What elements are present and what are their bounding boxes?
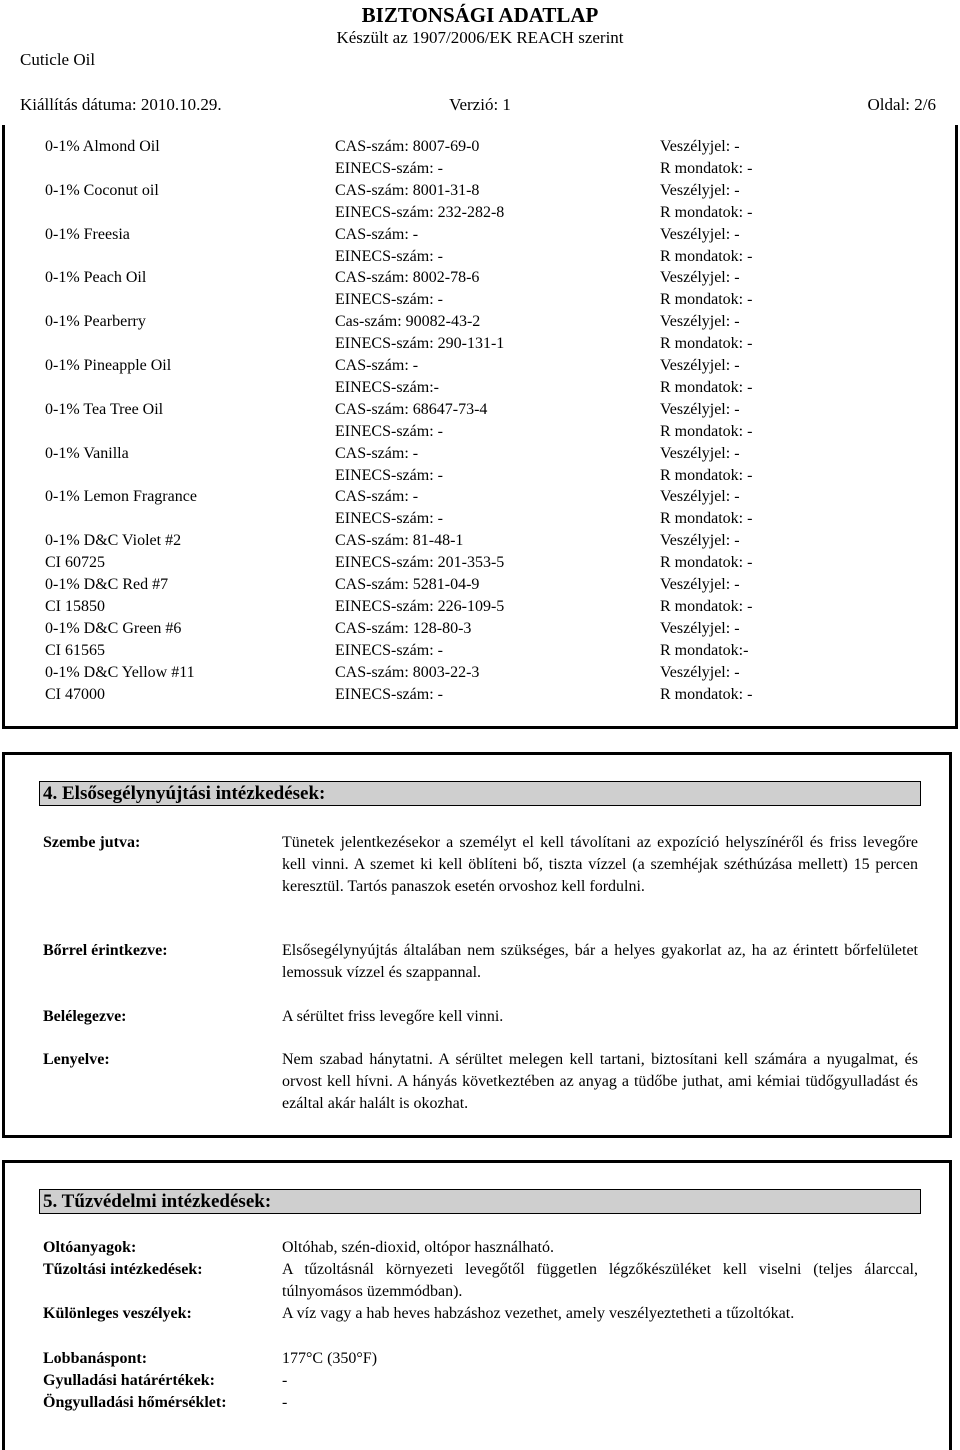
ingredient-identifier: CAS-szám: - (335, 488, 419, 506)
ingredient-hazard: R mondatok: - (660, 510, 753, 528)
ingredient-hazard: R mondatok: - (660, 247, 753, 265)
ingredient-name: 0-1% Vanilla (45, 444, 129, 462)
ingredient-identifier: CAS-szám: 81-48-1 (335, 532, 464, 550)
skin-contact-text: Elsősegélynyújtás általában nem szükséges, bár a helyes gyakorlat az, ha az érintett bőrfelületet lemossuk vízzel és szappannal. (282, 942, 918, 981)
inhalation-label: Belélegezve: (43, 1008, 127, 1025)
autoignition-temperature-value: - (282, 1394, 288, 1411)
ingredient-hazard: R mondatok: - (660, 466, 753, 484)
ingredient-hazard: R mondatok: - (660, 335, 753, 353)
ingredient-hazard: R mondatok: - (660, 203, 753, 221)
ingredient-identifier: EINECS-szám: - (335, 291, 443, 309)
ingredient-identifier: EINECS-szám: - (335, 685, 443, 703)
ingredient-hazard: Veszélyjel: - (660, 444, 740, 462)
ingredient-hazard: Veszélyjel: - (660, 400, 740, 418)
ingredient-hazard: R mondatok: - (660, 422, 753, 440)
table-row (5, 596, 955, 618)
ingredient-hazard: R mondatok: - (660, 378, 753, 396)
table-row (5, 399, 955, 421)
table-row (5, 355, 955, 377)
table-row (5, 574, 955, 596)
table-row (5, 508, 955, 530)
ingredient-identifier: CAS-szám: 128-80-3 (335, 619, 472, 637)
ingredient-name: 0-1% D&C Yellow #11 (45, 663, 195, 681)
ingredient-identifier: Cas-szám: 90082-43-2 (335, 313, 481, 331)
table-row (5, 246, 955, 268)
eye-contact-text: Tünetek jelentkezésekor a személyt el kell távolítani az expozíció helyszínéről és friss levegőre kell vinni. A szemet ki kell öblíteni bő, tiszta vízzel (a szemhéjak széthúzása mellett) 15 percen keresztül. Tartós panaszok esetén orvoshoz kell fordulni. (282, 834, 918, 895)
ingredient-identifier: EINECS-szám: - (335, 510, 443, 528)
product-name: Cuticle Oil (20, 50, 96, 69)
ingredient-identifier: CAS-szám: 8001-31-8 (335, 181, 480, 199)
table-row (5, 443, 955, 465)
special-hazards-label: Különleges veszélyek: (43, 1305, 192, 1322)
document-title: BIZTONSÁGI ADATLAP (361, 3, 599, 27)
table-row (5, 158, 955, 180)
ingestion-label: Lenyelve: (43, 1051, 110, 1068)
section-heading (39, 1189, 921, 1214)
table-row (5, 267, 955, 289)
ingredient-hazard: Veszélyjel: - (660, 313, 740, 331)
ingredient-name: 0-1% Freesia (45, 225, 130, 243)
ingredient-name: CI 61565 (45, 641, 105, 659)
table-row (5, 486, 955, 508)
table-row (5, 311, 955, 333)
eye-contact-label: Szembe jutva: (43, 834, 141, 851)
ingredient-hazard: R mondatok: - (660, 597, 753, 615)
ingredient-hazard: Veszélyjel: - (660, 357, 740, 374)
ingredient-name: CI 47000 (45, 685, 105, 703)
ingredient-hazard: Veszélyjel: - (660, 225, 740, 243)
ingredient-identifier: CAS-szám: 8002-78-6 (335, 269, 480, 287)
flash-point-value: 177°C (350°F) (282, 1350, 378, 1367)
table-row (5, 662, 955, 684)
ingredient-hazard: R mondatok: - (660, 554, 753, 572)
section-heading (39, 781, 921, 806)
ingredient-identifier: EINECS-szám: 201-353-5 (335, 554, 505, 572)
ingredient-name: 0-1% Pearberry (45, 313, 146, 331)
table-row (5, 377, 955, 399)
ingredient-identifier: CAS-szám: 68647-73-4 (335, 400, 488, 418)
ingredient-hazard: Veszélyjel: - (660, 181, 740, 199)
ingredient-identifier: CAS-szám: 8003-22-3 (335, 663, 480, 681)
table-row (5, 421, 955, 443)
table-row (5, 202, 955, 224)
table-row (5, 136, 955, 158)
ingredient-identifier: EINECS-szám: - (335, 641, 443, 659)
ingredient-hazard: Veszélyjel: - (660, 576, 740, 593)
ingredient-hazard: Veszélyjel: - (660, 269, 740, 287)
ingredient-name: 0-1% D&C Violet #2 (45, 532, 182, 550)
ignition-limits-label: Gyulladási határértékek: (43, 1372, 215, 1389)
ingredient-name: 0-1% D&C Green #6 (45, 619, 182, 637)
section-first-aid (2, 752, 952, 1138)
ingredient-name: 0-1% Coconut oil (45, 181, 159, 199)
section-title: 4. Elsősegélynyújtási intézkedések: (43, 783, 326, 804)
ingredient-hazard: Veszélyjel: - (660, 619, 740, 637)
ingredient-hazard: Veszélyjel: - (660, 532, 740, 550)
flash-point-label: Lobbanáspont: (43, 1350, 148, 1367)
ingredient-identifier: EINECS-szám: 232-282-8 (335, 203, 505, 221)
ingredient-identifier: EINECS-szám: 290-131-1 (335, 335, 505, 353)
inhalation-text: A sérültet friss levegőre kell vinni. (282, 1008, 504, 1025)
ingredient-hazard: R mondatok: - (660, 685, 753, 703)
ingredient-identifier: EINECS-szám: - (335, 247, 443, 265)
ingredient-name: 0-1% Tea Tree Oil (45, 400, 164, 418)
ingredient-hazard: R mondatok:- (660, 641, 749, 659)
ingestion-text: Nem szabad hánytatni. A sérültet melegen kell tartani, biztosítani kell számára a nyugalmat, és orvost kell hívni. A hányás következtében az anyag a tüdőbe juthat, ami kémiai tüdőgyulladást és ezáltal akár halált is okozhat. (282, 1051, 918, 1112)
ingredient-name: CI 60725 (45, 554, 105, 572)
page-number: Oldal: 2/6 (867, 95, 936, 114)
ingredient-name: 0-1% Lemon Fragrance (45, 488, 197, 506)
ingredient-identifier: EINECS-szám: - (335, 159, 443, 177)
special-hazards-text: A víz vagy a hab heves habzáshoz vezethet, amely veszélyeztetheti a tűzoltókat. (282, 1305, 795, 1322)
ingredient-identifier: CAS-szám: - (335, 357, 419, 374)
table-row (5, 618, 955, 640)
table-row (5, 224, 955, 246)
ingredient-name: 0-1% Peach Oil (45, 269, 147, 287)
ingredient-hazard: Veszélyjel: - (660, 488, 740, 506)
extinguishing-media-text: Oltóhab, szén-dioxid, oltópor használható. (282, 1239, 554, 1256)
issue-date: Kiállítás dátuma: 2010.10.29. (20, 95, 222, 114)
ingredient-name: 0-1% D&C Red #7 (45, 576, 169, 593)
table-row (5, 530, 955, 552)
table-row (5, 684, 955, 706)
ingredient-identifier: CAS-szám: - (335, 225, 419, 243)
table-row (5, 180, 955, 202)
ingredient-hazard: R mondatok: - (660, 291, 753, 309)
section-fire-fighting (2, 1160, 952, 1450)
extinguishing-media-label: Oltóanyagok: (43, 1239, 137, 1256)
ingredient-identifier: CAS-szám: 8007-69-0 (335, 138, 480, 155)
ingredient-name: 0-1% Almond Oil (45, 138, 160, 155)
autoignition-temperature-label: Öngyulladási hőmérséklet: (43, 1394, 227, 1411)
document-subtitle: Készült az 1907/2006/EK REACH szerint (336, 28, 624, 47)
section-title: 5. Tűzvédelmi intézkedések: (43, 1191, 272, 1212)
ingredient-identifier: CAS-szám: 5281-04-9 (335, 576, 480, 593)
ingredient-identifier: EINECS-szám: - (335, 422, 443, 440)
ingredient-hazard: Veszélyjel: - (660, 663, 740, 681)
fire-fighting-measures-label: Tűzoltási intézkedések: (43, 1261, 203, 1278)
ingredient-identifier: EINECS-szám: - (335, 466, 443, 484)
ingredient-identifier: CAS-szám: - (335, 444, 419, 462)
ingredient-identifier: EINECS-szám:- (335, 378, 439, 396)
ingredient-identifier: EINECS-szám: 226-109-5 (335, 597, 505, 615)
table-row (5, 333, 955, 355)
ingredient-hazard: Veszélyjel: - (660, 138, 740, 155)
ingredient-name: 0-1% Pineapple Oil (45, 357, 172, 374)
skin-contact-label: Bőrrel érintkezve: (43, 942, 168, 959)
ignition-limits-value: - (282, 1372, 288, 1389)
table-row (5, 465, 955, 487)
table-row (5, 552, 955, 574)
ingredient-hazard: R mondatok: - (660, 159, 753, 177)
table-row (5, 289, 955, 311)
table-row (5, 640, 955, 662)
fire-fighting-measures-text: A tűzoltásnál környezeti levegőtől független légzőkészüléket kell viselni (teljes álarccal, túlnyomásos üzemmódban). (282, 1261, 918, 1300)
version: Verzió: 1 (449, 95, 511, 114)
ingredient-name: CI 15850 (45, 597, 105, 615)
ingredients-box (2, 125, 958, 729)
